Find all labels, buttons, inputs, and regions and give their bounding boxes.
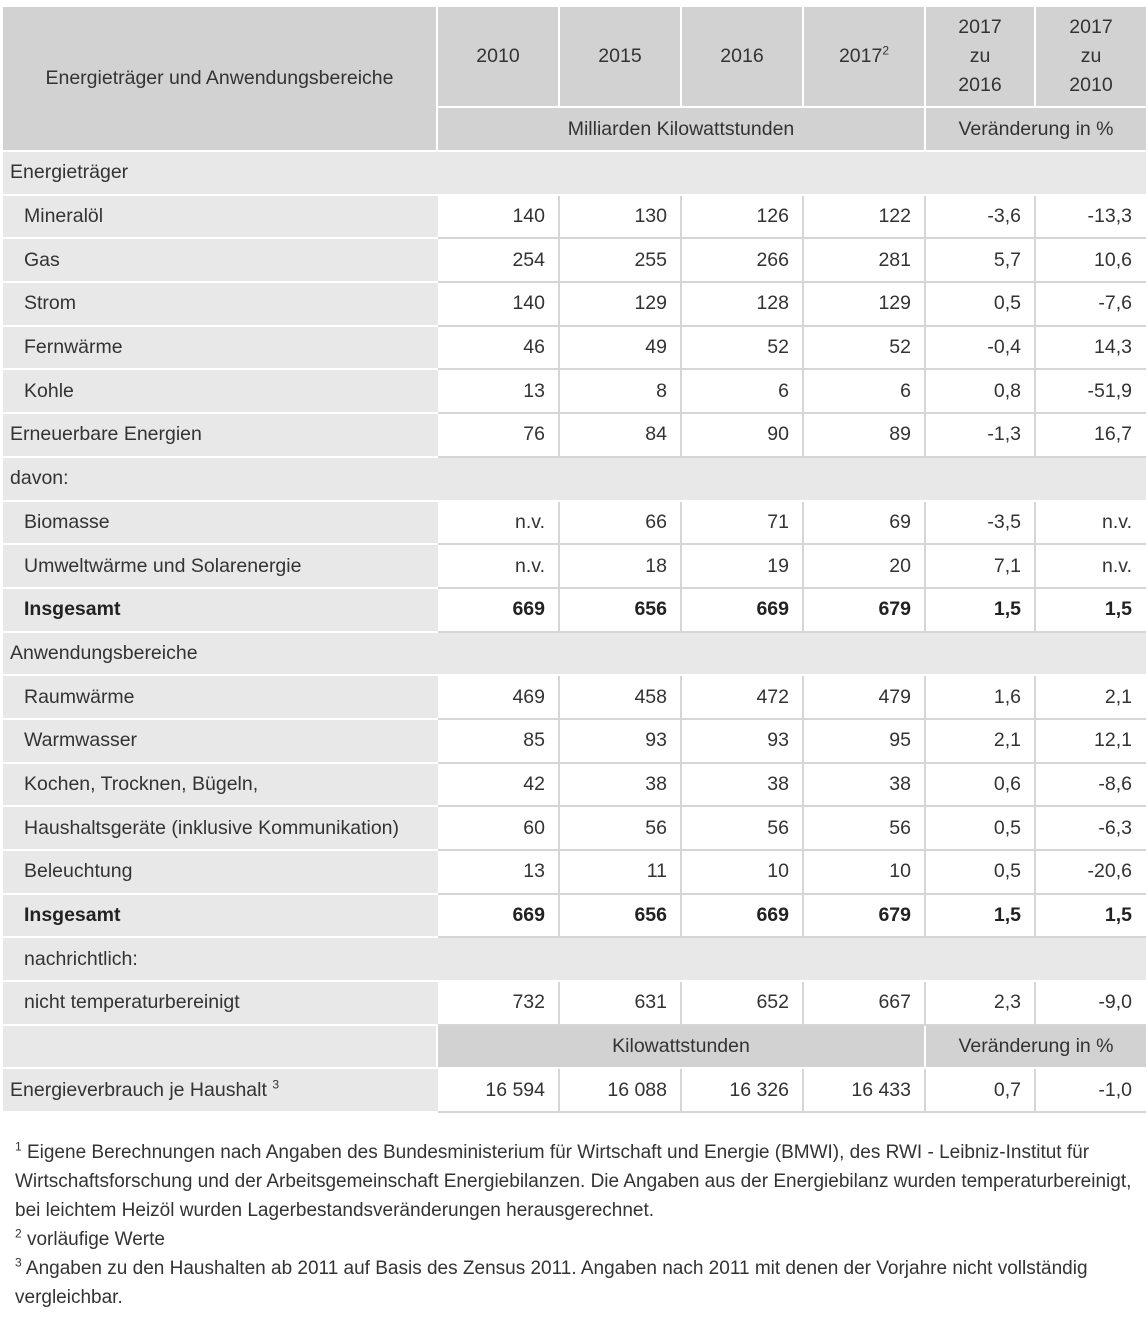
cell-value: -13,3 (1036, 196, 1146, 240)
cell-value: 1,5 (926, 895, 1036, 939)
cell-value: 458 (560, 676, 682, 720)
cell-value: 669 (682, 589, 804, 633)
cell-value: 140 (438, 196, 560, 240)
header-year-2015: 2015 (560, 7, 682, 108)
cell-value: 52 (804, 327, 926, 371)
row-label: Gas (3, 239, 438, 283)
cell-value: n.v. (1036, 502, 1146, 546)
section-nachrichtlich: nachrichtlich: (3, 938, 1146, 982)
cell-value: 2,1 (1036, 676, 1146, 720)
cell-value: 69 (804, 502, 926, 546)
change-b-line1: 2017 (1069, 16, 1113, 38)
cell-value: -51,9 (1036, 370, 1146, 414)
cell-value: 14,3 (1036, 327, 1146, 371)
cell-value: -7,6 (1036, 283, 1146, 327)
cell-value: 122 (804, 196, 926, 240)
table-row (3, 502, 1146, 546)
change-b-line3: 2010 (1069, 74, 1113, 96)
header-year-2017 (804, 7, 926, 108)
cell-value: 95 (804, 720, 926, 764)
cell-value: 16,7 (1036, 414, 1146, 458)
header-change-2017-2010 (1036, 7, 1146, 108)
cell-value: 10 (682, 851, 804, 895)
cell-value: n.v. (1036, 545, 1146, 589)
table-row (3, 982, 1146, 1026)
cell-value: -0,4 (926, 327, 1036, 371)
header-row (3, 7, 1146, 108)
row-label: Kohle (3, 370, 438, 414)
cell-value: 656 (560, 589, 682, 633)
cell-value: -6,3 (1036, 807, 1146, 851)
section-anwendung: Anwendungsbereiche (3, 633, 1146, 677)
row-label: Raumwärme (3, 676, 438, 720)
row-label: Fernwärme (3, 327, 438, 371)
footnotes (15, 1138, 1135, 1312)
header-year-2010: 2010 (438, 7, 560, 108)
cell-value: 49 (560, 327, 682, 371)
row-label: Insgesamt (3, 895, 438, 939)
cell-value: -9,0 (1036, 982, 1146, 1026)
cell-value: -1,3 (926, 414, 1036, 458)
cell-value: 6 (804, 370, 926, 414)
header-change-2017-2016 (926, 7, 1036, 108)
cell-value: 472 (682, 676, 804, 720)
footnote-ref-3: 3 (272, 1077, 280, 1092)
cell-value: 60 (438, 807, 560, 851)
cell-value: 20 (804, 545, 926, 589)
table-row (3, 283, 1146, 327)
change-a-line3: 2016 (958, 74, 1002, 96)
cell-value: 0,6 (926, 764, 1036, 808)
cell-value: 56 (682, 807, 804, 851)
footnote-1 (15, 1138, 1135, 1225)
change-b-line2: zu (1080, 45, 1102, 67)
cell-value: 16 326 (682, 1069, 804, 1113)
table-row (3, 764, 1146, 808)
section-davon: davon: (3, 458, 1146, 502)
unit-values: Milliarden Kilowattstunden (438, 108, 926, 152)
table-row (3, 414, 1146, 458)
footnote-mark: 3 (15, 1255, 22, 1270)
cell-value: 84 (560, 414, 682, 458)
table-row-total (3, 589, 1146, 633)
footnote-2 (15, 1225, 1135, 1254)
row-label: Mineralöl (3, 196, 438, 240)
cell-value: -20,6 (1036, 851, 1146, 895)
cell-value: 13 (438, 370, 560, 414)
cell-value: 140 (438, 283, 560, 327)
footnote-ref-2: 2 (882, 43, 890, 58)
cell-value: 16 594 (438, 1069, 560, 1113)
cell-value: 1,5 (1036, 589, 1146, 633)
unit-row-2-blank (3, 1026, 438, 1070)
table-row (3, 720, 1146, 764)
cell-value: 479 (804, 676, 926, 720)
cell-value: n.v. (438, 502, 560, 546)
cell-value: 93 (560, 720, 682, 764)
footnote-text: Angaben zu den Haushalten ab 2011 auf Basis des Zensus 2011. Angaben nach 2011 mit denen der Vorjahre nicht vollständig vergleichbar. (15, 1258, 1088, 1308)
cell-value: 5,7 (926, 239, 1036, 283)
cell-value: 52 (682, 327, 804, 371)
section-row (3, 152, 1146, 196)
cell-value: 56 (560, 807, 682, 851)
cell-value: 0,5 (926, 851, 1036, 895)
cell-value: n.v. (438, 545, 560, 589)
unit-row-2 (3, 1026, 1146, 1070)
cell-value: 16 433 (804, 1069, 926, 1113)
energy-consumption-table (3, 7, 1146, 1113)
cell-value: 0,7 (926, 1069, 1036, 1113)
cell-value: 66 (560, 502, 682, 546)
cell-value: 129 (804, 283, 926, 327)
row-label: Beleuchtung (3, 851, 438, 895)
cell-value: 656 (560, 895, 682, 939)
cell-value: 76 (438, 414, 560, 458)
cell-value: 679 (804, 589, 926, 633)
cell-value: 10,6 (1036, 239, 1146, 283)
cell-value: 255 (560, 239, 682, 283)
section-energietraeger: Energieträger (3, 152, 1146, 196)
table-row (3, 239, 1146, 283)
header-year-2016: 2016 (682, 7, 804, 108)
cell-value: 679 (804, 895, 926, 939)
cell-value: 46 (438, 327, 560, 371)
cell-value: 2,1 (926, 720, 1036, 764)
unit-change-2: Veränderung in % (926, 1026, 1146, 1070)
table-row (3, 807, 1146, 851)
table-row (3, 851, 1146, 895)
footnote-mark: 2 (15, 1226, 22, 1241)
section-row (3, 458, 1146, 502)
cell-value: 89 (804, 414, 926, 458)
cell-value: -1,0 (1036, 1069, 1146, 1113)
cell-value: -3,6 (926, 196, 1036, 240)
cell-value: 11 (560, 851, 682, 895)
row-label-text: Energieverbrauch je Haushalt (10, 1078, 267, 1101)
table-row (3, 327, 1146, 371)
cell-value: 42 (438, 764, 560, 808)
cell-value: 130 (560, 196, 682, 240)
unit-values-2: Kilowattstunden (438, 1026, 926, 1070)
cell-value: -3,5 (926, 502, 1036, 546)
cell-value: 10 (804, 851, 926, 895)
cell-value: 128 (682, 283, 804, 327)
cell-value: 38 (804, 764, 926, 808)
cell-value: 281 (804, 239, 926, 283)
unit-change: Veränderung in % (926, 108, 1146, 152)
table-row (3, 545, 1146, 589)
cell-value: 1,6 (926, 676, 1036, 720)
row-label: Insgesamt (3, 589, 438, 633)
cell-value: 38 (560, 764, 682, 808)
section-row (3, 633, 1146, 677)
row-label: Warmwasser (3, 720, 438, 764)
cell-value: 254 (438, 239, 560, 283)
cell-value: 1,5 (1036, 895, 1146, 939)
cell-value: 469 (438, 676, 560, 720)
cell-value: 7,1 (926, 545, 1036, 589)
table-row (3, 196, 1146, 240)
cell-value: 669 (682, 895, 804, 939)
cell-value: 13 (438, 851, 560, 895)
cell-value: 631 (560, 982, 682, 1026)
cell-value: 732 (438, 982, 560, 1026)
cell-value: 18 (560, 545, 682, 589)
cell-value: -8,6 (1036, 764, 1146, 808)
cell-value: 2,3 (926, 982, 1036, 1026)
footnote-text: Eigene Berechnungen nach Angaben des Bundesministerium für Wirtschaft und Energie (BMWI), des RWI - Leibniz-Institut für Wirtschaftsforschung und der Arbeitsgemeinschaft Energiebilanzen. Die Angaben aus der Energiebilanz wurden temperaturbereinigt, bei leichtem Heizöl wurden Lagerbestandsveränderungen herausgerechnet. (15, 1142, 1132, 1221)
row-label: Kochen, Trocknen, Bügeln, (3, 764, 438, 808)
change-a-line2: zu (969, 45, 991, 67)
table-row (3, 370, 1146, 414)
table-row (3, 1069, 1146, 1113)
cell-value: 669 (438, 895, 560, 939)
cell-value: 0,5 (926, 283, 1036, 327)
cell-value: 71 (682, 502, 804, 546)
cell-value: 8 (560, 370, 682, 414)
cell-value: 85 (438, 720, 560, 764)
cell-value: 56 (804, 807, 926, 851)
footnote-text: vorläufige Werte (26, 1229, 165, 1250)
row-label: Strom (3, 283, 438, 327)
header-year-2017-text: 2017 (838, 45, 883, 67)
row-label: Haushaltsgeräte (inklusive Kommunikation) (3, 807, 438, 851)
cell-value: 1,5 (926, 589, 1036, 633)
cell-value: 667 (804, 982, 926, 1026)
section-row (3, 938, 1146, 982)
cell-value: 126 (682, 196, 804, 240)
cell-value: 266 (682, 239, 804, 283)
row-label-haushalt (3, 1069, 438, 1113)
cell-value: 90 (682, 414, 804, 458)
cell-value: 669 (438, 589, 560, 633)
table-row (3, 676, 1146, 720)
cell-value: 0,5 (926, 807, 1036, 851)
header-row-label: Energieträger und Anwendungsbereiche (3, 7, 438, 152)
cell-value: 38 (682, 764, 804, 808)
cell-value: 652 (682, 982, 804, 1026)
cell-value: 16 088 (560, 1069, 682, 1113)
row-label: Erneuerbare Energien (3, 414, 438, 458)
row-label: Umweltwärme und Solarenergie (3, 545, 438, 589)
cell-value: 129 (560, 283, 682, 327)
cell-value: 93 (682, 720, 804, 764)
change-a-line1: 2017 (958, 16, 1002, 38)
footnote-3 (15, 1254, 1135, 1312)
cell-value: 12,1 (1036, 720, 1146, 764)
cell-value: 19 (682, 545, 804, 589)
cell-value: 6 (682, 370, 804, 414)
table-row-total (3, 895, 1146, 939)
cell-value: 0,8 (926, 370, 1036, 414)
row-label: Biomasse (3, 502, 438, 546)
row-label: nicht temperaturbereinigt (3, 982, 438, 1026)
footnote-mark: 1 (15, 1139, 22, 1154)
